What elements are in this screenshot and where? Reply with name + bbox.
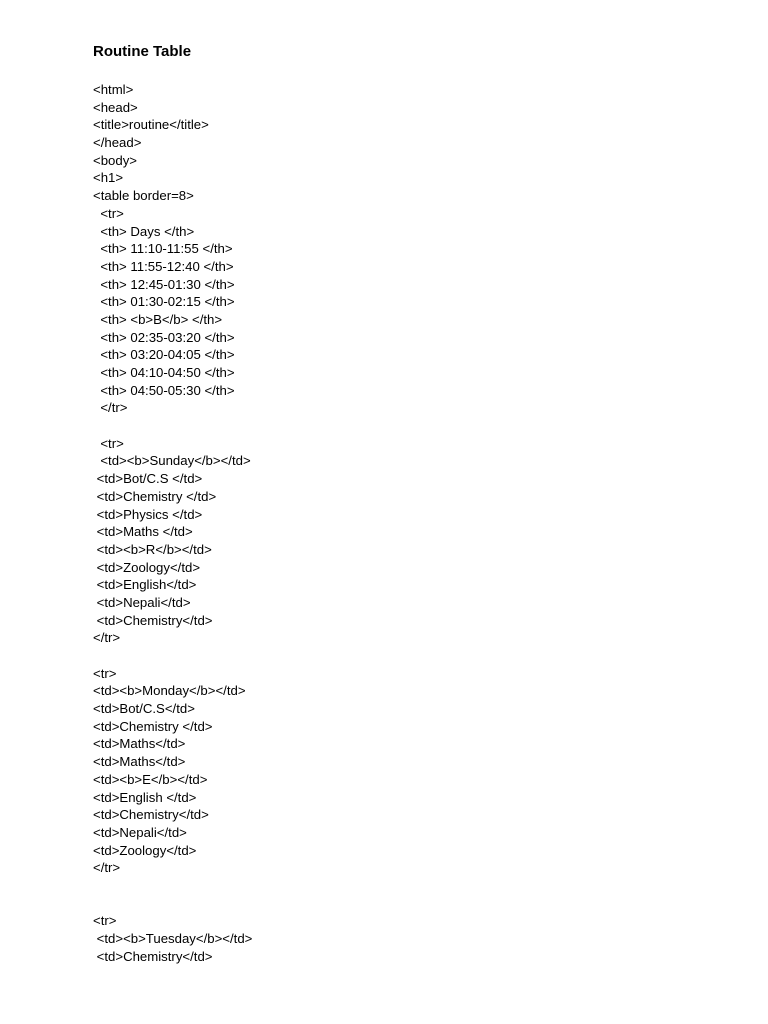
code-line: <td><b>R</b></td> [93,541,212,557]
code-line: <th> 12:45-01:30 </th> [93,276,235,292]
code-line: <th> Days </th> [93,223,195,239]
code-line: <tr> [93,205,124,221]
code-line: <table border=8> [93,188,194,204]
code-line [93,895,733,913]
code-line: <td>Nepali</td> [93,824,187,840]
code-line: <head> [93,99,138,115]
code-line: <td>Chemistry</td> [93,807,209,823]
code-line: <th> 04:10-04:50 </th> [93,365,235,380]
document-title: Routine Table [93,43,192,60]
code-line: <td>English</td> [93,577,197,593]
code-line: <td>Chemistry </td> [93,718,213,734]
code-line: <th> 01:30-02:15 </th> [93,294,235,310]
code-line: <td>Zoology</td> [93,842,197,858]
code-line: <h1> [93,170,124,186]
code-line: <td>Nepali</td> [93,594,191,610]
code-line: <th> 02:35-03:20 </th> [93,329,235,345]
code-line: <tr> [93,913,117,929]
code-line: </tr> [93,630,121,646]
code-line: <title>routine</title> [93,117,209,133]
code-line: <td>Chemistry </td> [93,488,217,504]
code-line: <td><b>Tuesday</b></td> [93,931,253,946]
code-line [93,647,733,665]
code-line: <td>Bot/C.S</td> [93,701,195,717]
code-line: <tr> [93,665,117,681]
code-line: <td>Maths</td> [93,736,186,752]
code-listing [93,81,733,965]
code-line: </tr> [93,400,128,416]
code-line: <th> 11:55-12:40 </th> [93,258,234,274]
code-line: <th> 03:20-04:05 </th> [93,347,235,363]
code-line [93,877,733,895]
code-line: <th> <b>B</b> </th> [93,311,223,327]
code-line: <td>English </td> [93,789,197,805]
code-line: <td><b>Monday</b></td> [93,683,246,699]
code-line: <td>Zoology</td> [93,559,201,575]
code-line: <tr> [93,435,124,451]
code-line: <td>Maths </td> [93,524,193,540]
code-line: <td>Maths</td> [93,754,186,770]
code-line: <td>Chemistry</td> [93,612,213,628]
code-line: <body> [93,152,137,168]
code-line: <td>Bot/C.S </td> [93,471,203,487]
code-line: </head> [93,135,142,151]
code-line: <td>Physics </td> [93,506,203,522]
code-line [93,417,733,435]
code-line: <td>Chemistry</td> [93,948,213,964]
code-line: <td><b>E</b></td> [93,771,208,787]
code-line: <html> [93,82,134,97]
code-line: <th> 04:50-05:30 </th> [93,382,235,398]
code-line: </tr> [93,860,121,876]
code-line: <td><b>Sunday</b></td> [93,453,251,469]
code-line: <th> 11:10-11:55 </th> [93,241,233,257]
document-page [93,40,733,965]
